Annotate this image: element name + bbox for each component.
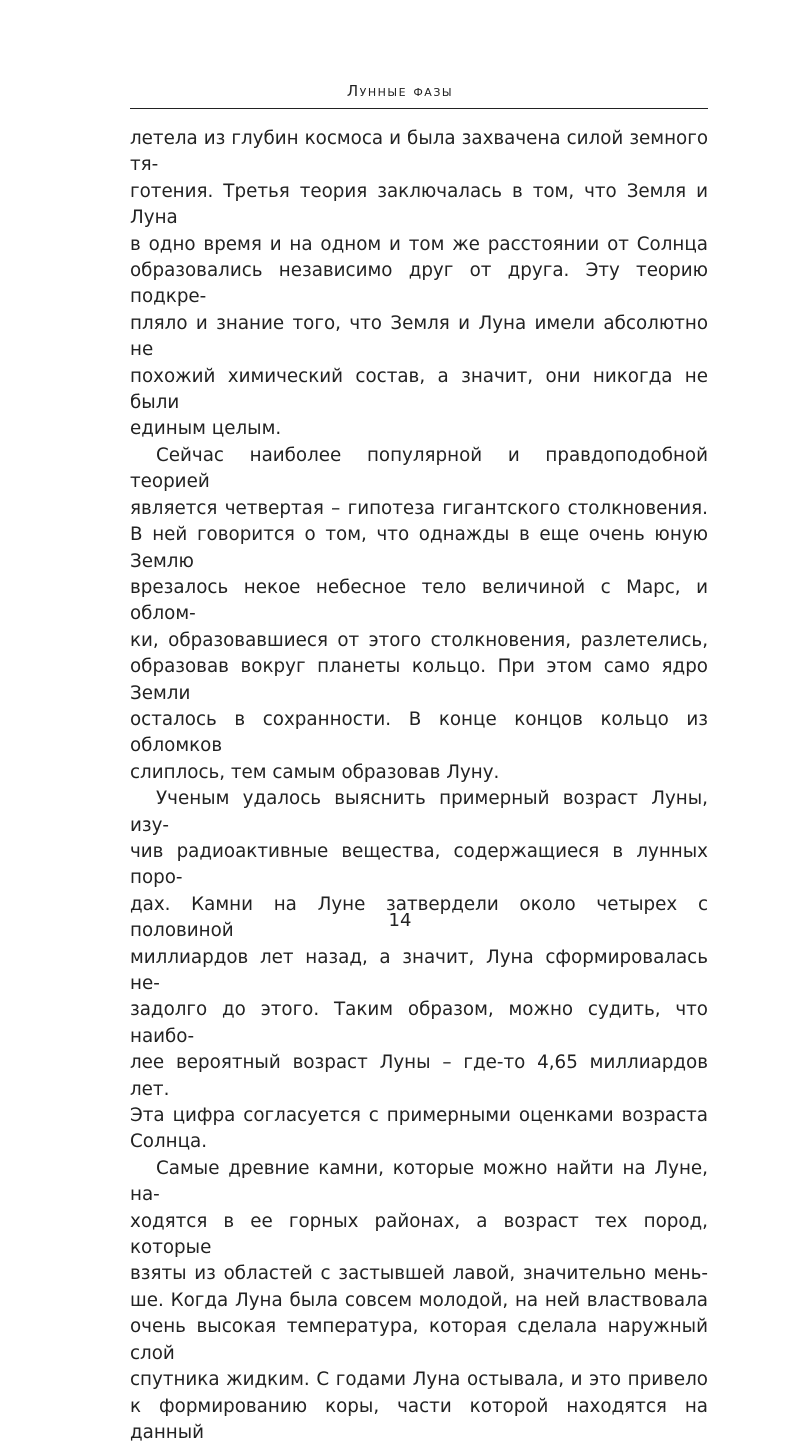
- body-text: [130, 126, 708, 1446]
- text-line: чив радиоактивные вещества, содержащиеся в лунных поро-: [130, 839, 708, 892]
- text-line: лее вероятный возраст Луны – где-то 4,65 миллиардов лет.: [130, 1050, 708, 1103]
- page-number: 14: [0, 910, 800, 931]
- text-line: похожий химический состав, а значит, они никогда не были: [130, 364, 708, 417]
- text-line: Эта цифра согласуется с примерными оценками возраста: [130, 1103, 708, 1129]
- header-rule: [130, 108, 708, 109]
- text-line: Самые древние камни, которые можно найти на Луне, на-: [130, 1156, 708, 1209]
- text-line: ше. Когда Луна была совсем молодой, на ней властвовала: [130, 1288, 708, 1314]
- text-line: пляло и знание того, что Земля и Луна имели абсолютно не: [130, 311, 708, 364]
- text-line: взяты из областей с застывшей лавой, значительно мень-: [130, 1261, 708, 1287]
- text-line: дах. Камни на Луне затвердели около четырех с половиной: [130, 892, 708, 945]
- text-line: к формированию коры, части которой находятся на данный: [130, 1394, 708, 1446]
- text-line: врезалось некое небесное тело величиной с Марс, и облом-: [130, 575, 708, 628]
- text-line: Ученым удалось выяснить примерный возраст Луны, изу-: [130, 786, 708, 839]
- text-line: задолго до этого. Таким образом, можно судить, что наибо-: [130, 997, 708, 1050]
- text-line: слиплось, тем самым образовав Луну.: [130, 760, 708, 786]
- text-line: Солнца.: [130, 1129, 708, 1155]
- text-line: очень высокая температура, которая сделала наружный слой: [130, 1314, 708, 1367]
- text-line: миллиардов лет назад, а значит, Луна сформировалась не-: [130, 945, 708, 998]
- text-line: В ней говорится о том, что однажды в еще очень юную Землю: [130, 522, 708, 575]
- text-line: образовались независимо друг от друга. Эту теорию подкре-: [130, 258, 708, 311]
- text-line: образовав вокруг планеты кольцо. При этом само ядро Земли: [130, 654, 708, 707]
- text-line: ки, образовавшиеся от этого столкновения, разлетелись,: [130, 628, 708, 654]
- text-line: в одно время и на одном и том же расстоянии от Солнца: [130, 232, 708, 258]
- text-line: готения. Третья теория заключалась в том, что Земля и Луна: [130, 179, 708, 232]
- text-line: спутника жидким. С годами Луна остывала, и это привело: [130, 1367, 708, 1393]
- text-line: летела из глубин космоса и была захвачена силой земного тя-: [130, 126, 708, 179]
- text-line: является четвертая – гипотеза гигантского столкновения.: [130, 496, 708, 522]
- running-header: Лунные фазы: [0, 82, 800, 100]
- text-line: ходятся в ее горных районах, а возраст тех пород, которые: [130, 1209, 708, 1262]
- text-line: Сейчас наиболее популярной и правдоподобной теорией: [130, 443, 708, 496]
- text-line: осталось в сохранности. В конце концов кольцо из обломков: [130, 707, 708, 760]
- text-line: единым целым.: [130, 416, 708, 442]
